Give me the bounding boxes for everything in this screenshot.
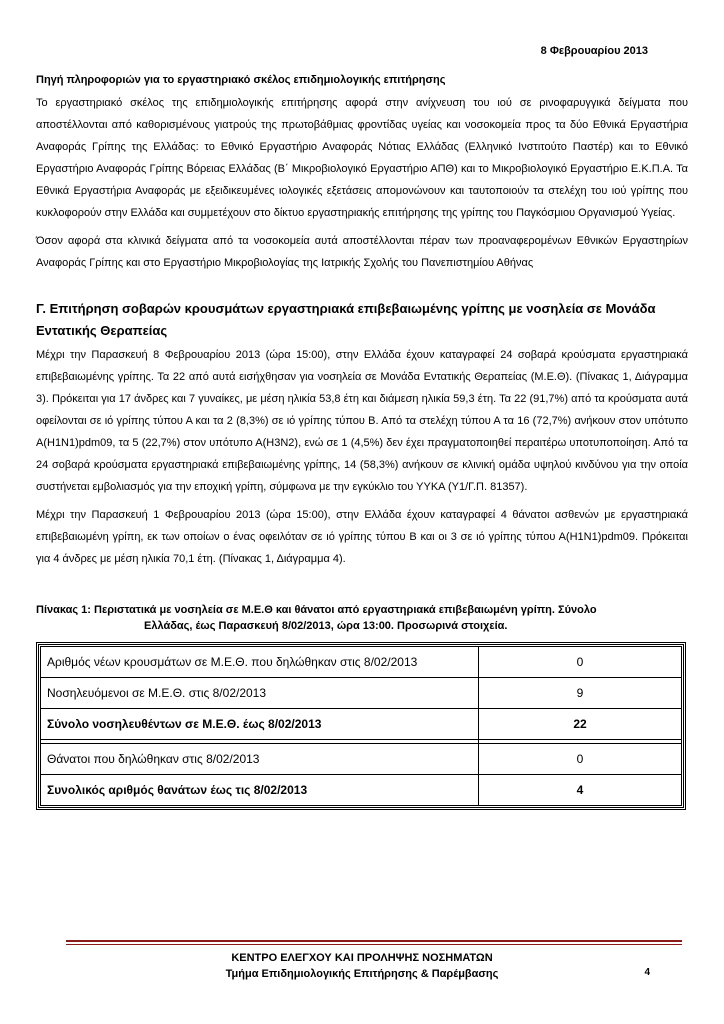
page-number: 4 [644,967,650,978]
footer-org: ΚΕΝΤΡΟ ΕΛΕΓΧΟΥ ΚΑΙ ΠΡΟΛΗΨΗΣ ΝΟΣΗΜΑΤΩΝ [231,952,493,964]
source-section-title: Πηγή πληροφοριών για το εργαστηριακό σκέλος επιδημιολογικής επιτήρησης [36,74,446,86]
table-caption-line2: Ελλάδας, έως Παρασκευή 8/02/2013, ώρα 13:00. Προσωρινά στοιχεία. [144,620,508,632]
row-value: 0 [479,744,682,775]
source-paragraph-2: Όσον αφορά στα κλινικά δείγματα από τα νοσοκομεία αυτά αποστέλλονται πέραν των προαναφερομένων Εθνικών Εργαστηρίων Αναφοράς Γρίπης και στο Εργαστήριο Μικροβιολογίας της Ιατρικής Σχολής του Πανεπιστημίου Αθήνας [36,235,688,269]
row-value: 4 [479,775,682,806]
page-content [36,74,688,810]
document-date: 8 Φεβρουαρίου 2013 [540,45,648,57]
table-caption-line1: Περιστατικά με νοσηλεία σε Μ.Ε.Θ και θάνατοι από εργαστηριακά επιβεβαιωμένη γρίπη. Σύνολο [94,604,597,616]
table-caption-label: Πίνακας 1: [36,604,91,616]
section-c-paragraph-1: Μέχρι την Παρασκευή 8 Φεβρουαρίου 2013 (ώρα 15:00), στην Ελλάδα έχουν καταγραφεί 24 σοβαρά κρούσματα εργαστηριακά επιβεβαιωμένης γρίπης. Τα 22 από αυτά εισήχθησαν για νοσηλεία σε Μονάδα Εντατικής Θεραπείας (Μ.Ε.Θ). (Πίνακας 1, Διάγραμμα 3). Πρόκειται για 17 άνδρες και 7 γυναίκες, με μέση ηλικία 53,8 έτη και διάμεση ηλικία 59,3 έτη. Τα 22 (91,7%) από τα κρούσματα αυτά οφείλονται σε ιό γρίπης τύπου Α και τα 2 (8,3%) σε ιό γρίπης τύπου Β. Από τα στελέχη τύπου Α τα 16 (72,7%) ανήκουν στον υπότυπο Α(Η1Ν1)pdm09, τα 5 (22,7%) στον υπότυπο Α(Η3Ν2), ενώ σε 1 (4,5%) δεν έχει πραγματοποιηθεί περαιτέρω υποτυποποίηση. Από τα 24 σοβαρά κρούσματα εργαστηριακά επιβεβαιωμένης γρίπης, 14 (58,3%) ανήκουν σε κλινική ομάδα υψηλού κινδύνου για την οποία συστήνεται εμβολιασμός για την εποχική γρίπη, σύμφωνα με την εγκύκλιο του ΥΥΚΑ (Υ1/Γ.Π. 81357). [36,349,688,493]
row-label: Σύνολο νοσηλευθέντων σε Μ.Ε.Θ. έως 8/02/2013 [41,709,479,740]
table-caption [36,602,688,634]
footer [0,950,724,982]
footer-dept: Τμήμα Επιδημιολογικής Επιτήρησης & Παρέμβασης [225,968,499,980]
row-label: Συνολικός αριθμός θανάτων έως τις 8/02/2013 [41,775,479,806]
row-label: Αριθμός νέων κρουσμάτων σε Μ.Ε.Θ. που δηλώθηκαν στις 8/02/2013 [41,647,479,678]
table-row [41,647,682,678]
row-value: 0 [479,647,682,678]
table-row [41,744,682,775]
table-row [41,678,682,709]
section-c-title: Γ. Επιτήρηση σοβαρών κρουσμάτων εργαστηριακά επιβεβαιωμένης γρίπης με νοσηλεία σε Μονάδα Εντατικής Θεραπείας [36,301,656,338]
row-value: 22 [479,709,682,740]
row-label: Θάνατοι που δηλώθηκαν στις 8/02/2013 [41,744,479,775]
footer-divider [66,940,682,945]
table-row [41,709,682,740]
source-paragraph-1: Το εργαστηριακό σκέλος της επιδημιολογικής επιτήρησης αφορά στην ανίχνευση του ιού σε ρινοφαρυγγικά δείγματα που αποστέλλονται από καθορισμένους γιατρούς της πρωτοβάθμιας φροντίδας υγείας και νοσοκομεία προς τα δύο Εθνικά Εργαστήρια Αναφοράς Γρίπης της Ελλάδας: το Εθνικό Εργαστήριο Αναφοράς Νότιας Ελλάδας (Ελληνικό Ινστιτούτο Παστέρ) και το Εθνικό Εργαστήριο Αναφοράς Γρίπης Βόρειας Ελλάδας (Β΄ Μικροβιολογικό Εργαστήριο ΑΠΘ) και το Μικροβιολογικό Εργαστήριο Ε.Κ.Π.Α. Τα Εθνικά Εργαστήρια Αναφοράς με εξειδικευμένες ιολογικές εξετάσεις απομονώνουν και ταυτοποιούν τα στελέχη του ιού γρίπης που κυκλοφορούν στην Ελλάδα και συμμετέχουν στο δίκτυο εργαστηριακής επιτήρησης της γρίπης του Παγκόσμιου Οργανισμού Υγείας. [36,97,688,219]
section-c-paragraph-2: Μέχρι την Παρασκευή 1 Φεβρουαρίου 2013 (ώρα 15:00), στην Ελλάδα έχουν καταγραφεί 4 θάνατοι ασθενών με εργαστηριακά επιβεβαιωμένη γρίπη, εκ των οποίων ο ένας οφειλόταν σε ιό γρίπης τύπου Β και οι 3 σε ιό γρίπης τύπου Α(Η1Ν1)pdm09. Πρόκειται για 4 άνδρες με μέση ηλικία 70,1 έτη. (Πίνακας 1, Διάγραμμα 4). [36,509,688,565]
icu-table [36,642,686,810]
row-value: 9 [479,678,682,709]
table-row [41,775,682,806]
row-label: Νοσηλευόμενοι σε Μ.Ε.Θ. στις 8/02/2013 [41,678,479,709]
